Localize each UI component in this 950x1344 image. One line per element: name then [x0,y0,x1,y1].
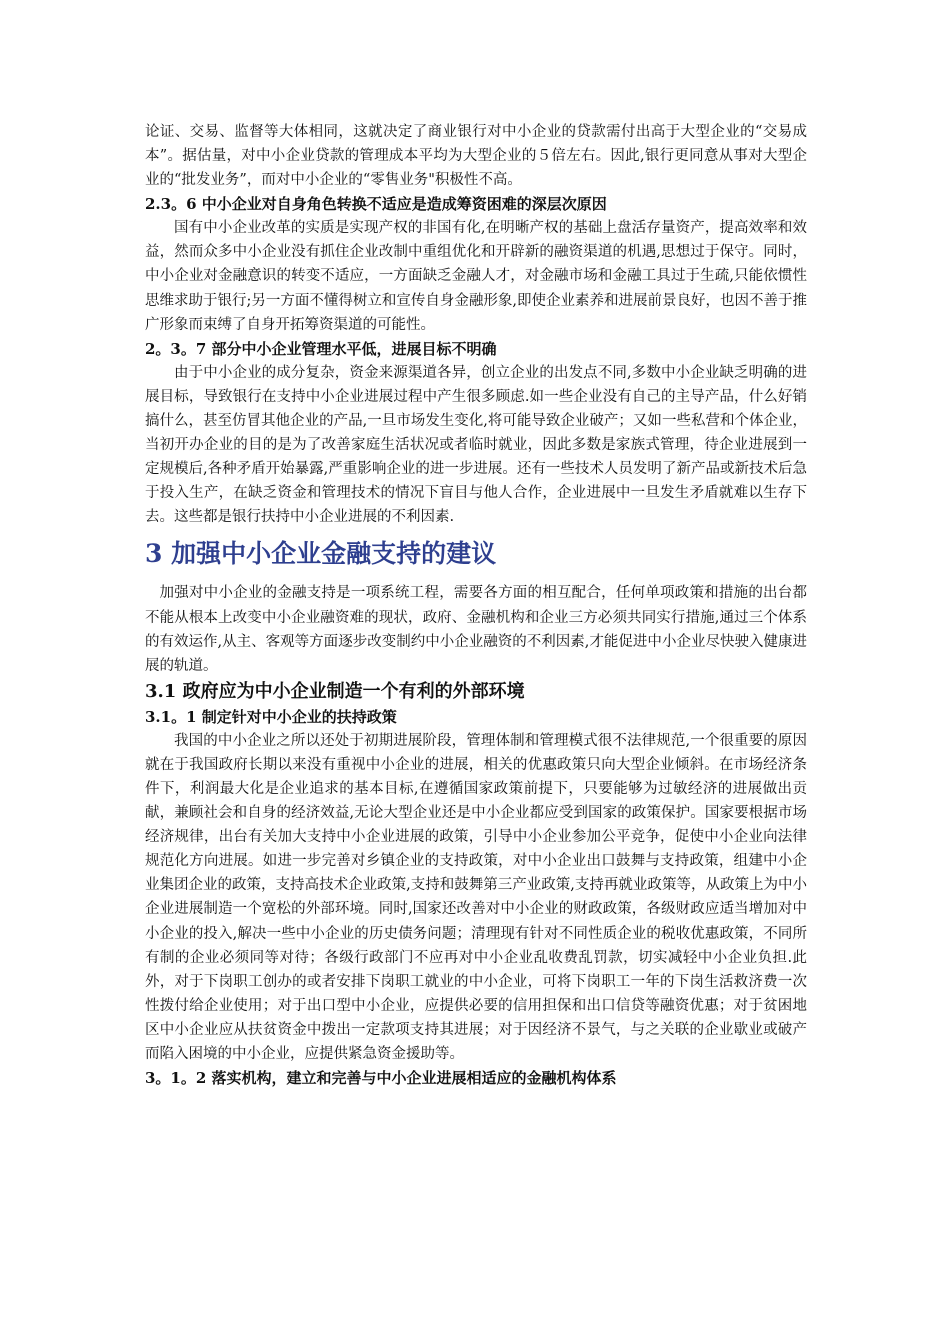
heading-3-1-2: 3。1。2 落实机构，建立和完善与中小企业进展相适应的金融机构体系 [145,1069,617,1088]
heading-2-3-6: 2.3。6 中小企业对自身角色转换不适应是造成筹资困难的深层次原因 [145,195,607,214]
paragraph-2-3-6: 国有中小企业改革的实质是实现产权的非国有化,在明晰产权的基础上盘活存量资产，提高效率和效益，然而众多中小企业没有抓住企业改制中重组优化和开辟新的融资渠道的机遇,思想过于保守。同时，中小企业对金融意识的转变不适应，一方面缺乏金融人才，对金融市场和金融工具过于生疏,只能依惯性思维求助于银行;另一方面不懂得树立和宣传自身金融形象,即使企业素养和进展前景良好，也因不善于推广形象而束缚了自身开拓筹资渠道的可能性。 [145,220,807,333]
paragraph-2-3-7: 由于中小企业的成分复杂，资金来源渠道各异，创立企业的出发点不同,多数中小企业缺乏明确的进展目标，导致银行在支持中小企业进展过程中产生很多顾虑.如一些企业没有自己的主导产品，什么好销搞什么，甚至仿冒其他企业的产品,一旦市场发生变化,将可能导致企业破产；又如一些私营和个体企业，当初开办企业的目的是为了改善家庭生活状况或者临时就业，因此多数是家族式管理，待企业进展到一定规模后,各种矛盾开始暴露,严重影响企业的进一步进展。还有一些技术人员发明了新产品或新技术后急于投入生产，在缺乏资金和管理技术的情况下盲目与他人合作，企业进展中一旦发生矛盾就难以生存下去。这些都是银行扶持中小企业进展的不利因素. [145,364,807,526]
paragraph-intro: 论证、交易、监督等大体相同，这就决定了商业银行对中小企业的贷款需付出高于大型企业的“交易成本”。据估量，对中小企业贷款的管理成本平均为大型企业的５倍左右。因此,银行更同意从事对大型企业的“批发业务”，而对中小企业的“零售业务"积极性不高。 [145,124,807,189]
heading-section-3: 3 加强中小企业金融支持的建议 [145,539,497,569]
heading-3-1: 3.1 政府应为中小企业制造一个有利的外部环境 [145,680,525,702]
document-page [145,120,807,1090]
heading-2-3-7: 2。3。7 部分中小企业管理水平低，进展目标不明确 [145,339,497,358]
heading-3-1-1: 3.1。1 制定针对中小企业的扶持政策 [145,707,397,726]
paragraph-section-3: 加强对中小企业的金融支持是一项系统工程，需要各方面的相互配合，任何单项政策和措施的出台都不能从根本上改变中小企业融资难的现状，政府、金融机构和企业三方必须共同实行措施,通过三个体系的有效运作,从主、客观等方面逐步改变制约中小企业融资的不利因素,才能促进中小企业尽快驶入健康进展的轨道。 [145,585,807,674]
paragraph-3-1-1: 我国的中小企业之所以还处于初期进展阶段，管理体制和管理模式很不法律规范,一个很重要的原因就在于我国政府长期以来没有重视中小企业的进展，相关的优惠政策只向大型企业倾斜。在市场经济条件下，利润最大化是企业追求的基本目标,在遵循国家政策前提下，只要能够为过敏经济的进展做出贡献，兼顾社会和自身的经济效益,无论大型企业还是中小企业都应受到国家的政策保护。国家要根据市场经济规律，出台有关加大支持中小企业进展的政策，引导中小企业参加公平竞争，促使中小企业向法律规范化方向进展。如进一步完善对乡镇企业的支持政策，对中小企业出口鼓舞与支持政策，组建中小企业集团企业的政策，支持高技术企业政策,支持和鼓舞第三产业政策,支持再就业政策等，从政策上为中小企业进展制造一个宽松的外部环境。同时,国家还改善对中小企业的财政政策，各级财政应适当增加对中小企业的投入,解决一些中小企业的历史债务问题；清理现有针对不同性质企业的税收优惠政策，不同所有制的企业必须同等对待；各级行政部门不应再对中小企业乱收费乱罚款，切实减轻中小企业负担.此外，对于下岗职工创办的或者安排下岗职工就业的中小企业，可将下岗职工一年的下岗生活救济费一次性拨付给企业使用；对于出口型中小企业，应提供必要的信用担保和出口信贷等融资优惠；对于贫困地区中小企业应从扶贫资金中拨出一定款项支持其进展；对于因经济不景气，与之关联的企业歇业或破产而陷入困境的中小企业，应提供紧急资金援助等。 [145,732,807,1062]
